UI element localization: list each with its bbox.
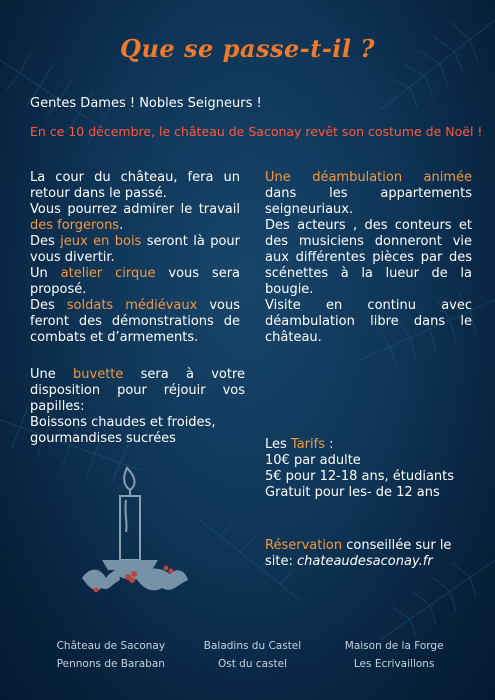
website-link[interactable]: chateaudesaconay.fr [297, 554, 433, 569]
greeting: Gentes Dames ! Nobles Seigneurs ! [30, 96, 262, 111]
partner-name: Pennons de Baraban [56, 658, 165, 670]
partner-name: Maison de la Forge [344, 640, 444, 652]
tour-highlight: Une déambulation animée [265, 170, 472, 185]
reservation-highlight: Réservation [265, 538, 343, 553]
wooden-games-text: Des jeux en bois seront là pour vous divertir. [30, 234, 240, 265]
tarifs-block [265, 437, 454, 501]
buvette-highlight: buvette [73, 367, 124, 382]
courtyard-text: La cour du château, fera un retour dans le passé. [30, 170, 240, 201]
soldiers-text: Des soldats médiévaux vous feront des démonstrations de combats et d’armements. [30, 298, 240, 345]
tarifs-heading: Les Tarifs : [265, 437, 334, 452]
circus-highlight: atelier cirque [60, 266, 156, 281]
intro-text: En ce 10 décembre, le château de Saconay revêt son costume de Noël ! [30, 124, 483, 139]
tarif-adult: 10€ par adulte [265, 453, 361, 468]
actors-text: Des acteurs , des conteurs et des musiciens donneront vie aux différentes pièces par des scénettes à la lueur de la bougie. [265, 218, 472, 297]
tarif-youth: 5€ pour 12-18 ans, étudiants [265, 469, 455, 484]
partner-name: Baladins du Castel [203, 640, 302, 652]
right-column [265, 170, 472, 346]
sweets-text: gourmandises sucrées [30, 431, 176, 446]
partner-name: Les Ecrivaillons [353, 658, 435, 670]
blacksmith-highlight: des forgerons [30, 218, 120, 233]
page-title: Que se passe-t-il ? [120, 34, 375, 63]
partner-name: Château de Saconay [56, 640, 166, 652]
tarif-free: Gratuit pour les- de 12 ans [265, 485, 440, 500]
tour-text: Une déambulation animée dans les appartements seigneuriaux. [265, 170, 472, 217]
partners-footer [40, 640, 465, 670]
partner-name: Ost du castel [217, 658, 287, 670]
circus-text: Un atelier cirque vous sera proposé. [30, 266, 241, 297]
wooden-games-highlight: jeux en bois [60, 234, 142, 249]
tarifs-highlight: Tarifs [290, 437, 325, 452]
visit-text: Visite en continu avec déambulation libre dans le château. [265, 298, 472, 345]
reservation-block: Réservation conseillée sur le site: chateaudesaconay.fr [265, 538, 452, 569]
blacksmith-text: Vous pourrez admirer le travail des forgerons. [30, 202, 240, 233]
candle-illustration [82, 460, 192, 600]
buvette-block: Une buvette sera à votre disposition pour réjouir vos papilles: Boissons chaudes et froides, gourmandises sucrées [30, 367, 246, 446]
soldiers-highlight: soldats médiévaux [66, 298, 198, 313]
left-column [30, 170, 240, 346]
drinks-text: Boissons chaudes et froides, [30, 415, 216, 430]
